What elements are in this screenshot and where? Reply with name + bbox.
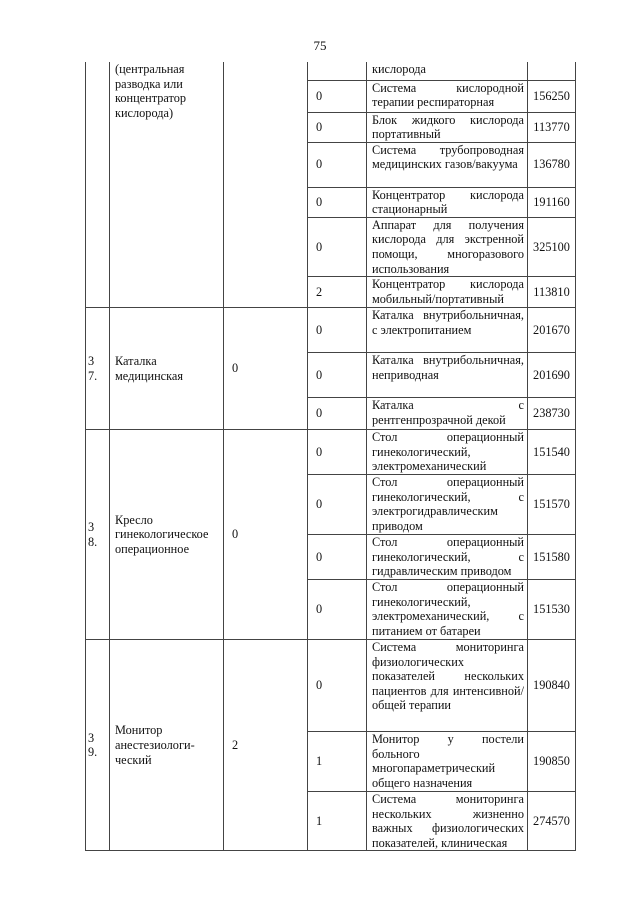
item-quantity: 0	[308, 187, 367, 217]
item-code: 274570	[528, 792, 576, 851]
item-description: Каталка внутрибольничная, с электропитанием	[367, 308, 528, 353]
item-code: 113810	[528, 277, 576, 308]
item-code: 113770	[528, 112, 576, 142]
item-description: Система кислородной терапии респираторная	[367, 80, 528, 112]
item-description: Система мониторинга физиологических показателей нескольких пациентов для интенсивной/общей терапии	[367, 640, 528, 732]
equipment-name: Монитор анестезиологи-ческий	[110, 640, 224, 851]
item-quantity: 0	[308, 308, 367, 353]
item-quantity: 0	[308, 535, 367, 580]
page-number: 75	[313, 38, 327, 53]
item-code: 201690	[528, 353, 576, 398]
row-number: 3 9.	[86, 640, 110, 851]
item-quantity: 0	[308, 80, 367, 112]
item-quantity: 0	[308, 580, 367, 640]
item-description: Стол операционный гинекологический, с электрогидравлическим приводом	[367, 475, 528, 535]
equipment-quantity: 2	[224, 640, 308, 851]
item-quantity: 0	[308, 475, 367, 535]
item-description: Каталка с рентгенпрозрачной декой	[367, 398, 528, 430]
item-quantity: 1	[308, 732, 367, 792]
item-quantity: 0	[308, 398, 367, 430]
item-quantity: 0	[308, 430, 367, 475]
item-code: 201670	[528, 308, 576, 353]
item-code: 238730	[528, 398, 576, 430]
item-quantity	[308, 62, 367, 80]
item-description: Аппарат для получения кислорода для экстренной помощи, многоразового использования	[367, 217, 528, 276]
equipment-quantity: 0	[224, 430, 308, 640]
item-quantity: 0	[308, 217, 367, 276]
item-description: Монитор у постели больного многопараметрический общего назначения	[367, 732, 528, 792]
table-row	[86, 430, 576, 475]
item-description: Каталка внутрибольничная, неприводная	[367, 353, 528, 398]
equipment-quantity	[224, 62, 308, 308]
item-description: Концентратор кислорода мобильный/портативный	[367, 277, 528, 308]
item-quantity: 2	[308, 277, 367, 308]
item-description: Система трубопроводная медицинских газов/вакуума	[367, 142, 528, 187]
item-description: Блок жидкого кислорода портативный	[367, 112, 528, 142]
row-number	[86, 62, 110, 308]
row-number: 3 7.	[86, 308, 110, 430]
equipment-name: Каталка медицинская	[110, 308, 224, 430]
equipment-table	[85, 62, 576, 851]
item-quantity: 0	[308, 640, 367, 732]
item-quantity: 1	[308, 792, 367, 851]
item-code: 156250	[528, 80, 576, 112]
item-code: 190840	[528, 640, 576, 732]
item-description: Концентратор кислорода стационарный	[367, 187, 528, 217]
item-code: 136780	[528, 142, 576, 187]
equipment-name: (центральная разводка или концентратор кислорода)	[110, 62, 224, 308]
equipment-name: Кресло гинекологическое операционное	[110, 430, 224, 640]
item-code: 325100	[528, 217, 576, 276]
item-description: Система мониторинга нескольких жизненно важных физиологических показателей, клиническая	[367, 792, 528, 851]
item-code: 151530	[528, 580, 576, 640]
item-quantity: 0	[308, 142, 367, 187]
equipment-quantity: 0	[224, 308, 308, 430]
item-description: кислорода	[367, 62, 528, 80]
row-number: 3 8.	[86, 430, 110, 640]
item-code: 151540	[528, 430, 576, 475]
item-code: 191160	[528, 187, 576, 217]
table-row	[86, 640, 576, 732]
item-code: 190850	[528, 732, 576, 792]
table-row	[86, 62, 576, 80]
item-quantity: 0	[308, 112, 367, 142]
item-description: Стол операционный гинекологический, электромеханический	[367, 430, 528, 475]
item-quantity: 0	[308, 353, 367, 398]
item-description: Стол операционный гинекологический, с гидравлическим приводом	[367, 535, 528, 580]
item-description: Стол операционный гинекологический, электромеханический, с питанием от батареи	[367, 580, 528, 640]
item-code: 151580	[528, 535, 576, 580]
item-code	[528, 62, 576, 80]
item-code: 151570	[528, 475, 576, 535]
table-row	[86, 308, 576, 353]
